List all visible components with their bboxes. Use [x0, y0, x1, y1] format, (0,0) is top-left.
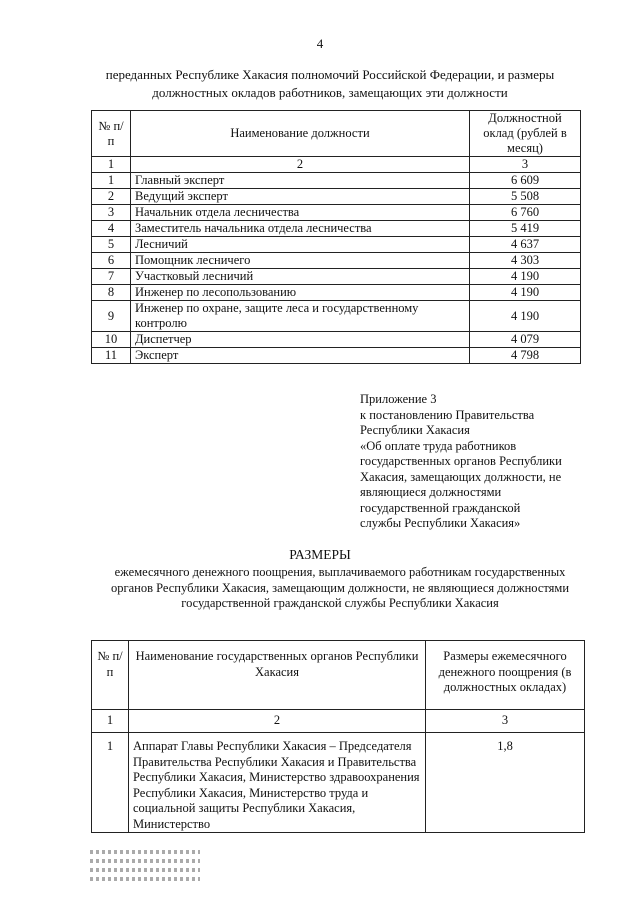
header-bonus: Размеры ежемесячного денежного поощрения (в должностных окладах): [426, 641, 585, 710]
salary-value: 4 190: [470, 285, 581, 301]
table-row: [92, 173, 581, 189]
table-row: [92, 189, 581, 205]
intro-line-2: должностных окладов работников, замещающих эти должности: [152, 85, 508, 100]
annex-note: [360, 392, 600, 532]
position-name: Инженер по охране, защите леса и государственному контролю: [131, 301, 470, 332]
annex-line: службы Республики Хакасия»: [360, 516, 521, 530]
position-name: Начальник отдела лесничества: [131, 205, 470, 221]
salary-value: 4 798: [470, 348, 581, 364]
row-number: 8: [92, 285, 131, 301]
salary-value: 4 190: [470, 269, 581, 285]
annex-line: Хакасия, замещающих должности, не: [360, 469, 562, 484]
row-number: 9: [92, 301, 131, 332]
column-number: 2: [129, 710, 426, 733]
table-row: [92, 237, 581, 253]
row-number: 7: [92, 269, 131, 285]
row-number: 3: [92, 205, 131, 221]
annex-line: государственной гражданской: [360, 500, 521, 515]
intro-line-1: переданных Республике Хакасия полномочий Российской Федерации, и размеры: [105, 67, 555, 82]
position-name: Инженер по лесопользованию: [131, 285, 470, 301]
column-number: 1: [92, 710, 129, 733]
annex-line: Приложение 3: [360, 392, 437, 406]
column-number: 1: [92, 157, 131, 173]
position-name: Участковый лесничий: [131, 269, 470, 285]
column-number-row: [92, 710, 585, 733]
annex-line: государственных органов Республики: [360, 454, 562, 468]
intro-text: [80, 66, 580, 102]
position-name: Главный эксперт: [131, 173, 470, 189]
bonus-table: [91, 640, 585, 833]
section-heading: РАЗМЕРЫ: [289, 547, 351, 562]
position-name: Лесничий: [131, 237, 470, 253]
table-row: [92, 253, 581, 269]
row-number: 1: [92, 173, 131, 189]
column-number: 2: [131, 157, 470, 173]
salary-value: 5 508: [470, 189, 581, 205]
header-number: № п/п: [92, 111, 131, 157]
position-name: Заместитель начальника отдела лесничества: [131, 221, 470, 237]
header-number: № п/п: [92, 641, 129, 710]
agency-name: Аппарат Главы Республики Хакасия – Председателя Правительства Республики Хакасия и Правительства Республики Хакасия, Министерство здравоохранения Республики Хакасия, Министерство труда и социальной защиты Республики Хакасия, Министерство: [129, 733, 426, 833]
table-row: [92, 332, 581, 348]
position-name: Ведущий эксперт: [131, 189, 470, 205]
salary-value: 6 760: [470, 205, 581, 221]
row-number: 4: [92, 221, 131, 237]
row-number: 5: [92, 237, 131, 253]
column-number-row: [92, 157, 581, 173]
section-subtitle: ежемесячного денежного поощрения, выплачиваемого работникам государственных органов Республики Хакасия, замещающим должности, не являющиеся должностями государственной гражданской службы Республики Хакасия: [110, 565, 570, 610]
table-row: [92, 269, 581, 285]
table-row: [92, 205, 581, 221]
salary-table: [91, 110, 581, 364]
table-row: [92, 733, 585, 833]
position-name: Эксперт: [131, 348, 470, 364]
header-agency: Наименование государственных органов Республики Хакасия: [129, 641, 426, 710]
salary-value: 4 303: [470, 253, 581, 269]
annex-line: Республики Хакасия: [360, 423, 470, 437]
salary-value: 4 637: [470, 237, 581, 253]
salary-value: 4 190: [470, 301, 581, 332]
position-name: Диспетчер: [131, 332, 470, 348]
row-number: 2: [92, 189, 131, 205]
row-number: 1: [92, 733, 129, 833]
document-stamp: [90, 845, 200, 887]
salary-value: 6 609: [470, 173, 581, 189]
annex-line: к постановлению Правительства: [360, 407, 535, 422]
annex-line: «Об оплате труда работников: [360, 438, 517, 453]
salary-value: 5 419: [470, 221, 581, 237]
row-number: 6: [92, 253, 131, 269]
header-salary: Должностной оклад (рублей в месяц): [470, 111, 581, 157]
row-number: 10: [92, 332, 131, 348]
table-header-row: [92, 641, 585, 710]
table-row: [92, 285, 581, 301]
header-position: Наименование должности: [131, 111, 470, 157]
bonus-value: 1,8: [426, 733, 585, 833]
column-number: 3: [470, 157, 581, 173]
row-number: 11: [92, 348, 131, 364]
table-row: [92, 348, 581, 364]
table-row: [92, 301, 581, 332]
page-number: 4: [316, 36, 324, 51]
salary-value: 4 079: [470, 332, 581, 348]
table-row: [92, 221, 581, 237]
table-header-row: [92, 111, 581, 157]
position-name: Помощник лесничего: [131, 253, 470, 269]
column-number: 3: [426, 710, 585, 733]
annex-line: являющиеся должностями: [360, 485, 502, 499]
